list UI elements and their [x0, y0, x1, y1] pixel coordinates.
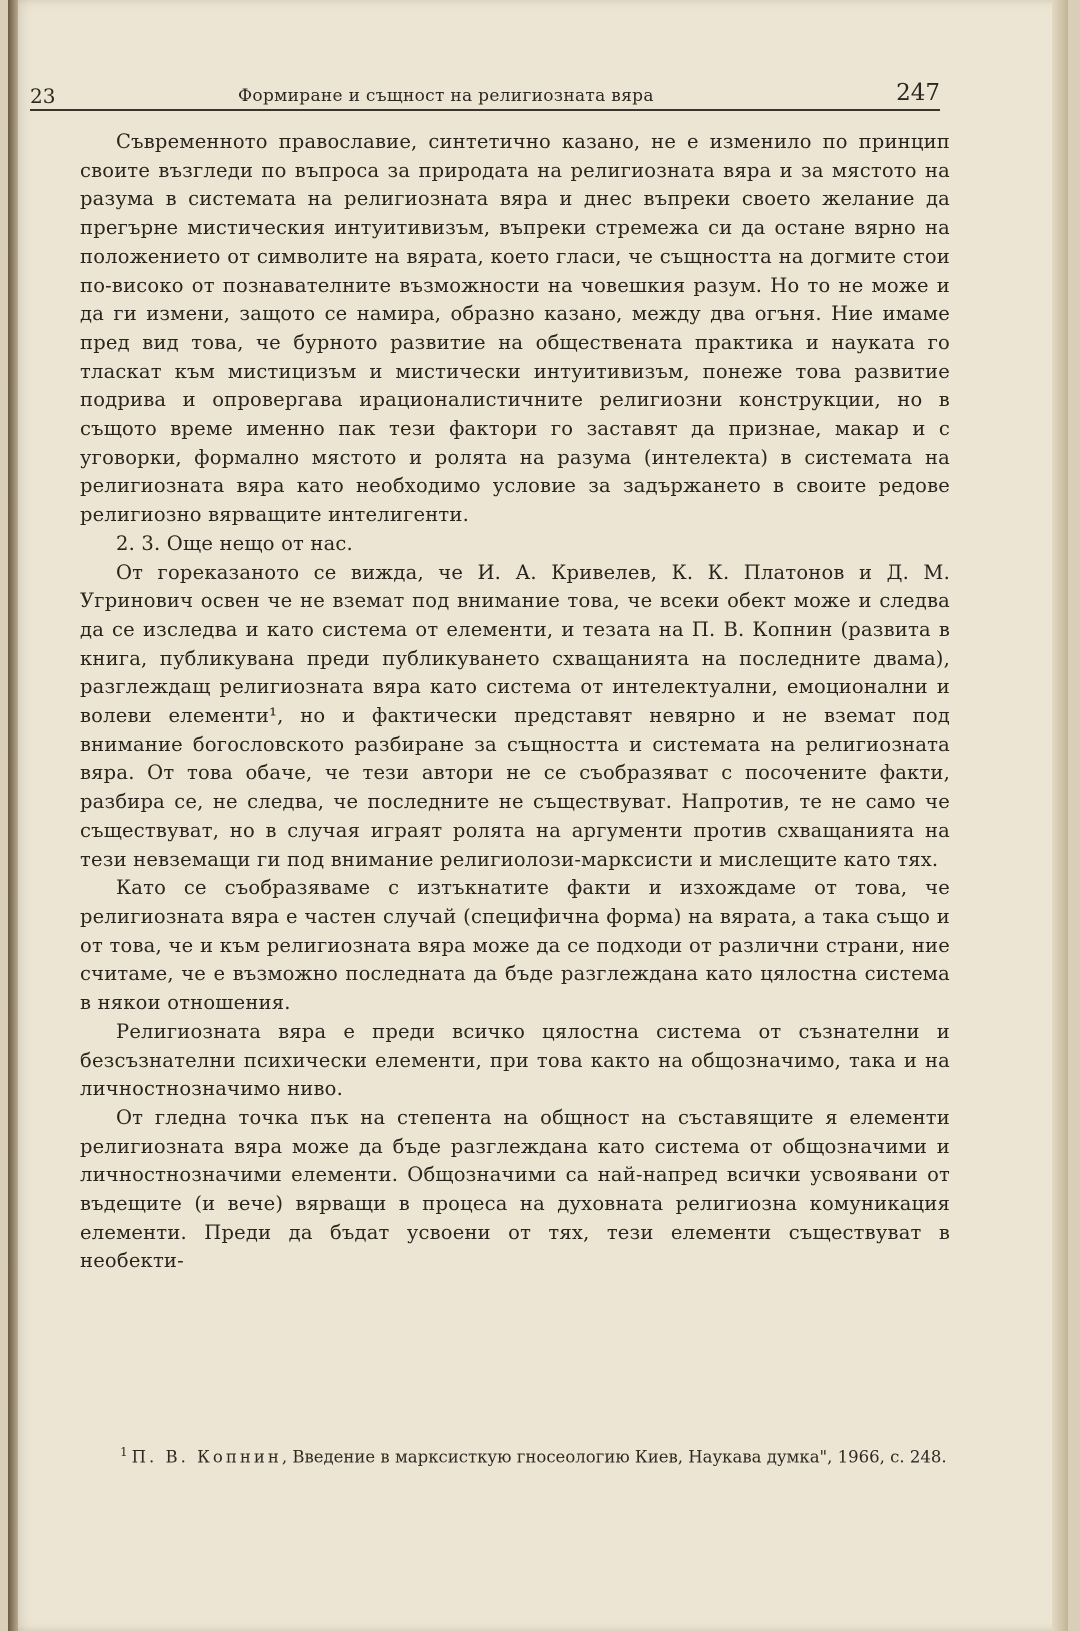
paragraph: Съвременното православие, синтетично казано, не е изменило по принцип своите възгледи по въпроса за природата на религиозната вяра и за мястото на разума в системата на религиозната вяра и днес въпреки своето желание да прегърне мистическия интуитивизъм, въпреки стремежа си да остане вярно на положението от символите на вярата, което гласи, че същността на догмите стои по-високо от познавателните възможности на човешкия разум. Но то не може и да ги измени, защото се намира, образно казано, между два огъня. Ние имаме пред вид това, че бурното развитие на обществената практика и науката го тласкат към мистицизъм и мистически интуитивизъм, понеже това развитие подрива и опровергава ирационалистичните религиозни конструкции, но в същото време именно пак тези фактори го заставят да признае, макар и с уговорки, формално мястото и ролята на разума (интелекта) в системата на религиозната вяра като необходимо условие за задържането в своите редове религиозно вярващите интелигенти. [80, 130, 950, 527]
paragraph: Като се съобразяваме с изтъкнатите факти и изхождаме от това, че религиозната вяра е частен случай (специфична форма) на вярата, а така също и от това, че и към религиозната вяра може да се подходи от различни страни, ние считаме, че е възможно последната да бъде разглеждана като цялостна система в някои отношения. [80, 876, 950, 1015]
paragraph: От гореказаното се вижда, че И. А. Кривелев, К. К. Платонов и Д. М. Угринович освен че не вземат под внимание това, че всеки обект може и следва да се изследва и като система от елементи, и тезата на П. В. Копнин (развита в книга, публикувана преди публикуването схващанията на последните двама), разглеждащ религиозната вяра като система от интелектуални, емоционални и волеви елементи¹, но и фактически представят невярно и не вземат под внимание богословското разбиране за същността и системата на религиозната вяра. От това обаче, че тези автори не се съобразяват с посочените факти, разбира се, не следва, че последните не съществуват. Напротив, те не само че съществуват, но в случая играят ролята на аргументи против схващанията на тези невземащи ги под внимание религиолози-марксисти и мислещите като тях. [80, 560, 950, 871]
paragraph: От гледна точка пък на степента на общност на съставящите я елементи религиозната вяра може да бъде разглеждана като система от общозначими и личностнозначими елементи. Общозначими са най-напред всички усвоявани от въдещите (и вече) вярващи в процеса на духовната религиозна комуникация елементи. Преди да бъдат усвоени от тях, тези елементи съществуват в необекти- [80, 1105, 950, 1273]
footnote-author: П. В. Копнин [131, 1447, 282, 1467]
section-heading: 2. 3. Още нещо от нас. [116, 531, 353, 555]
page-right-edge [1052, 0, 1068, 1631]
header-title: Формиране и същност на религиозната вяра [238, 86, 654, 106]
footnote-text: , Введение в марксисткую гносеологию Киев, Наукава думка", 1966, с. 248. [281, 1447, 947, 1467]
paragraph: Религиозната вяра е преди всичко цялостна система от съзнателни и безсъзнателни психически елементи, при това както на общозначимо, така и на личностнозначимо ниво. [80, 1019, 950, 1101]
header-section-number: 23 [30, 84, 56, 108]
footnote [80, 1440, 950, 1470]
header-rule [30, 109, 940, 111]
page-number: 247 [896, 80, 940, 106]
page-spine-shadow [8, 0, 18, 1631]
footnote-marker: 1 [120, 1445, 128, 1459]
running-header [30, 80, 940, 110]
book-page [8, 0, 1068, 1631]
body-text [80, 128, 950, 1276]
